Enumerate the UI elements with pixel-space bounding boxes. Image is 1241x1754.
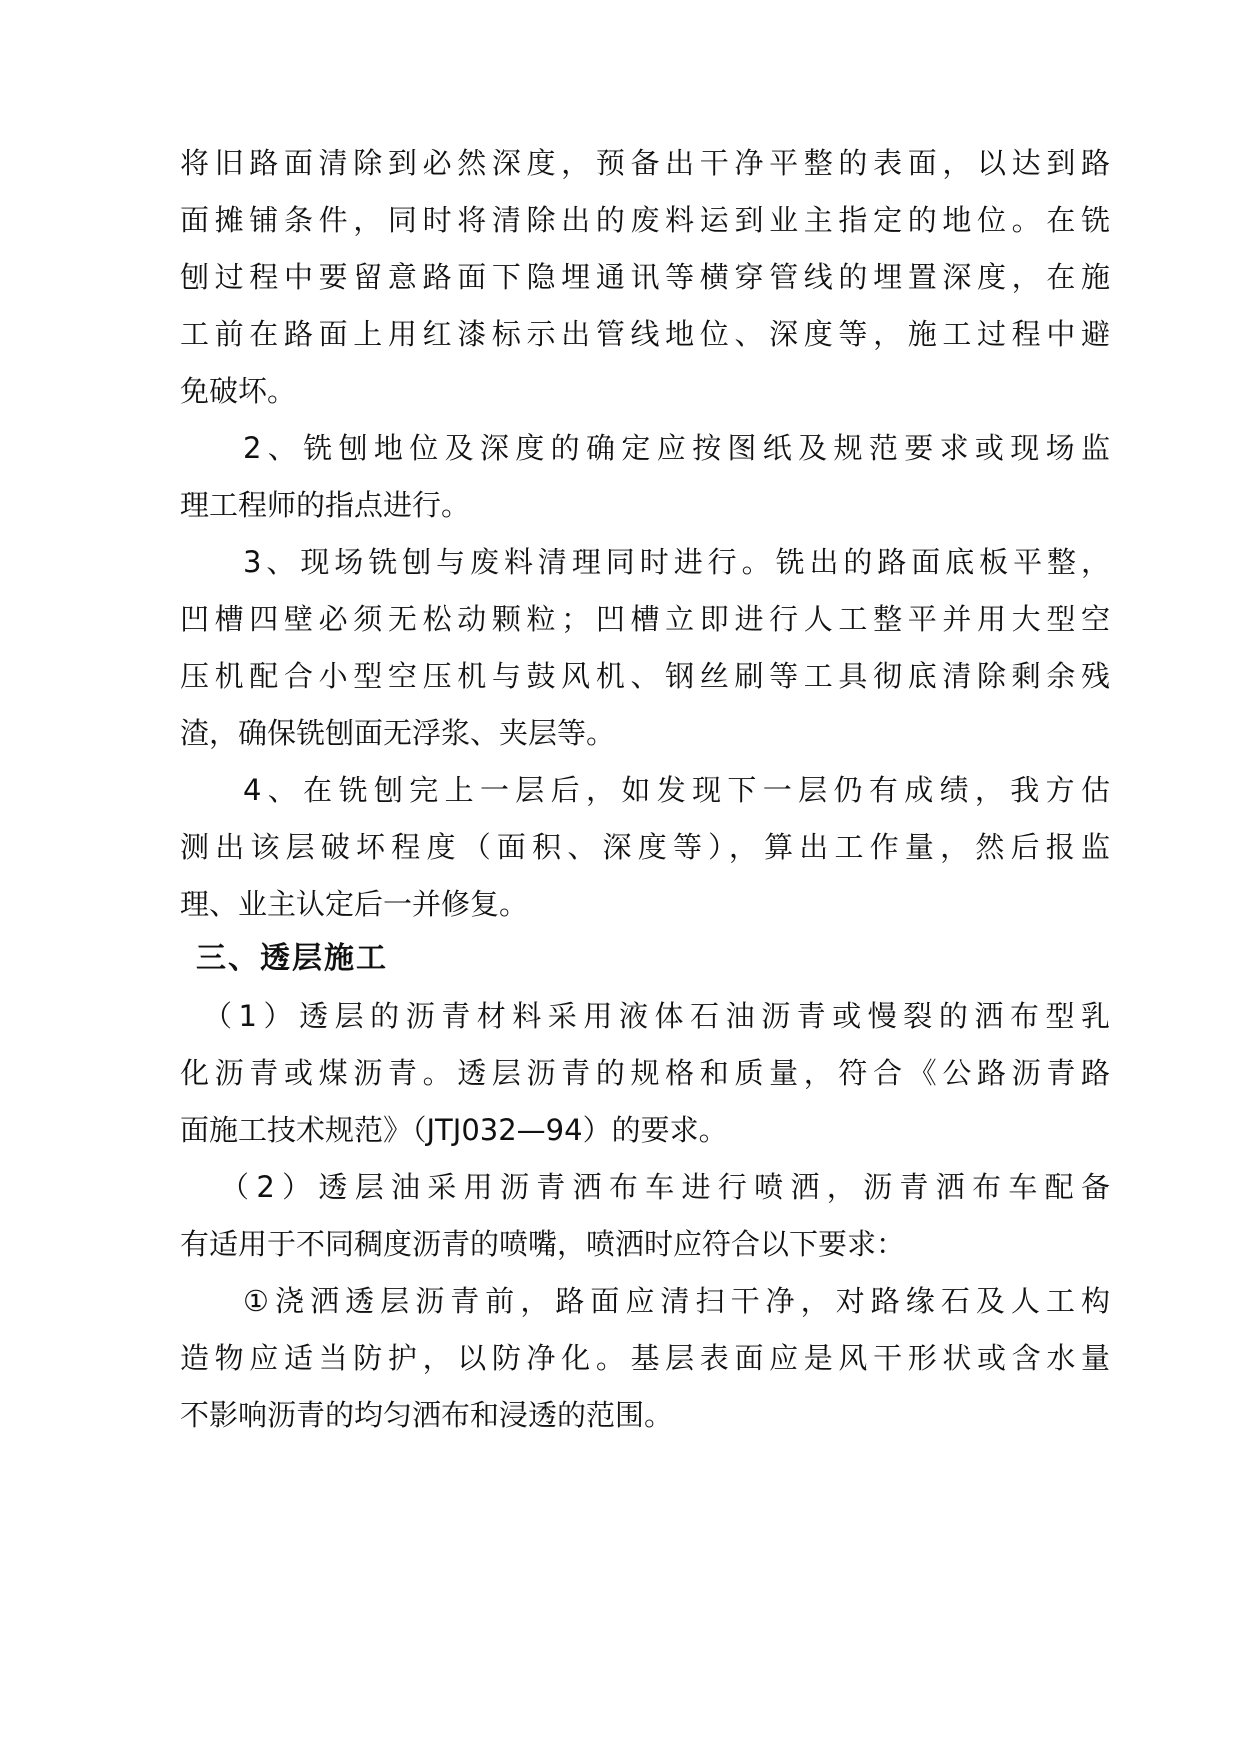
paragraph-first-line: （2）透层油采用沥青洒布车进行喷洒，沥青洒布车配备 (220, 1170, 1110, 1204)
body-text-line: 不影响沥青的均匀洒布和浸透的范围。 (180, 1398, 674, 1432)
paragraph-first-line: （1）透层的沥青材料采用液体石油沥青或慢裂的洒布型乳 (203, 999, 1110, 1033)
body-text-line: 免破坏。 (180, 374, 297, 408)
body-text-line: 造物应适当防护，以防净化。基层表面应是风干形状或含水量 (180, 1341, 1110, 1375)
body-text-line: 工前在路面上用红漆标示出管线地位、深度等，施工过程中避 (180, 317, 1110, 351)
body-text-line: 凹槽四壁必须无松动颗粒；凹槽立即进行人工整平并用大型空 (180, 602, 1110, 636)
paragraph-first-line: 3、现场铣刨与废料清理同时进行。铣出的路面底板平整， (243, 545, 1110, 579)
body-text-line: 面施工技术规范》（JTJ032—94）的要求。 (180, 1113, 728, 1147)
body-text-line: 理、业主认定后一并修复。 (180, 887, 529, 921)
body-text-line: 有适用于不同稠度沥青的喷嘴，喷洒时应符合以下要求： (180, 1227, 906, 1261)
body-text-line: 化沥青或煤沥青。透层沥青的规格和质量，符合《公路沥青路 (180, 1056, 1110, 1090)
body-text-line: 刨过程中要留意路面下隐埋通讯等横穿管线的埋置深度，在施 (180, 260, 1110, 294)
body-text-line: 压机配合小型空压机与鼓风机、钢丝刷等工具彻底清除剩余残 (180, 659, 1110, 693)
section-heading: 三、透层施工 (196, 941, 388, 976)
paragraph-first-line: 2、铣刨地位及深度的确定应按图纸及规范要求或现场监 (243, 431, 1110, 465)
body-text-line: 将旧路面清除到必然深度，预备出干净平整的表面，以达到路 (180, 146, 1110, 180)
body-text-line: 面摊铺条件，同时将清除出的废料运到业主指定的地位。在铣 (180, 203, 1110, 237)
paragraph-first-line: ①浇洒透层沥青前，路面应清扫干净，对路缘石及人工构 (243, 1284, 1110, 1318)
body-text-line: 测出该层破坏程度（面积、深度等），算出工作量，然后报监 (180, 830, 1110, 864)
body-text-line: 渣，确保铣刨面无浮浆、夹层等。 (180, 716, 616, 750)
paragraph-first-line: 4、在铣刨完上一层后，如发现下一层仍有成绩，我方估 (243, 773, 1110, 807)
body-text-line: 理工程师的指点进行。 (180, 488, 471, 522)
